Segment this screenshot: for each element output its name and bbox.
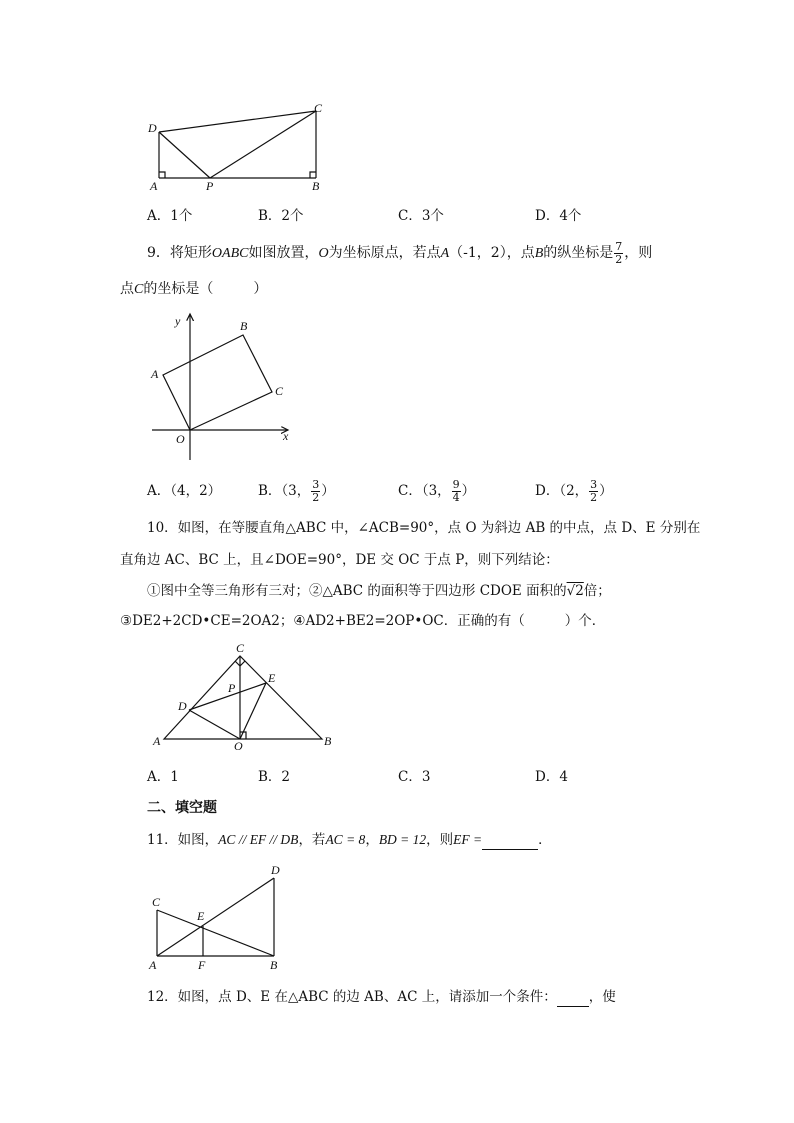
q10-line3: ①图中全等三角形有三对；②△ABC 的面积等于四边形 CDOE 面积的√2倍； bbox=[147, 583, 611, 599]
q9-text: 点 bbox=[120, 281, 134, 297]
q9-option-c: C．（3， $\frac{9}{4}$ ） bbox=[398, 478, 476, 504]
q8-option-a: A．1个 bbox=[147, 208, 193, 224]
q12-stem: 12．如图，点 D、E 在△ABC 的边 AB、AC 上，请添加一个条件： ，使 bbox=[147, 989, 616, 1005]
q11-label-b: B bbox=[270, 958, 278, 972]
q10-option-b: B．2 bbox=[258, 769, 291, 785]
q10-label-e: E bbox=[268, 671, 276, 685]
q10-label-b: B bbox=[324, 734, 332, 748]
q9-label-y: y bbox=[175, 314, 181, 328]
q8-seg-pc bbox=[210, 111, 316, 178]
q10-triangle-abc bbox=[164, 656, 322, 739]
q8-option-b: B．2个 bbox=[258, 208, 304, 224]
q9-option-b: B．（3， $\frac{3}{2}$ ） bbox=[258, 478, 335, 504]
q10-seg-oe bbox=[240, 683, 266, 739]
q10-seg-od bbox=[189, 710, 240, 739]
q9-figure bbox=[145, 308, 305, 468]
q11-answer-blank[interactable] bbox=[482, 833, 538, 850]
q9-text: 为坐标原点，若点 bbox=[328, 245, 441, 261]
q10-line4: ③DE2+2CD•CE=2OA2；④AD2+BE2=2OP•OC．正确的有（ ）个． bbox=[120, 613, 606, 629]
q9-text: 的坐标是（ bbox=[143, 281, 214, 297]
q9-text: ） bbox=[253, 281, 268, 297]
q11-label-a: A bbox=[149, 958, 157, 972]
q10-label-o: O bbox=[234, 739, 243, 753]
q8-seg-dp bbox=[159, 132, 210, 178]
q11-figure bbox=[144, 860, 294, 975]
q10-label-d: D bbox=[178, 699, 187, 713]
q9-text: （-1，2），点 bbox=[449, 245, 535, 261]
q9-stem-line2 bbox=[120, 279, 267, 300]
q8-seg-dc bbox=[159, 111, 316, 132]
q11-stem: 11．如图，AC // EF // DB，若AC = 8，BD = 12，则EF = ． bbox=[147, 832, 552, 848]
q10-label-c: C bbox=[236, 641, 245, 655]
q9-label-x: x bbox=[283, 429, 289, 443]
q11-label-c: C bbox=[152, 895, 161, 909]
q8-option-d: D．4个 bbox=[535, 208, 582, 224]
q8-right-angle-a bbox=[159, 172, 165, 178]
q8-label-c: C bbox=[314, 101, 323, 115]
q9-label-a: A bbox=[151, 367, 159, 381]
q8-label-d: D bbox=[148, 121, 157, 135]
q9-fraction: $\frac{7}{2}$ bbox=[615, 239, 623, 266]
q8-option-c: C．3个 bbox=[398, 208, 444, 224]
section-title-fill-in: 二、填空题 bbox=[147, 800, 217, 816]
q9-rectangle-oabc bbox=[163, 335, 272, 430]
q9-text: 的纵坐标是 bbox=[543, 245, 614, 261]
q11-label-e: E bbox=[197, 909, 205, 923]
q9-text: ，则 bbox=[624, 245, 653, 261]
q10-line2: 直角边 AC、BC 上，且∠DOE=90°，DE 交 OC 于点 P，则下列结论： bbox=[120, 552, 559, 568]
q9-stem-line1 bbox=[147, 240, 652, 267]
q8-right-angle-b bbox=[310, 172, 316, 178]
q9-label-c: C bbox=[275, 384, 284, 398]
q9-label-o: O bbox=[176, 432, 185, 446]
q9-option-d: D．（2， $\frac{3}{2}$ ） bbox=[535, 478, 613, 504]
q8-label-p: P bbox=[206, 179, 214, 193]
q8-label-a: A bbox=[150, 179, 158, 193]
q10-label-p: P bbox=[228, 681, 236, 695]
q10-line1: 10．如图，在等腰直角△ABC 中，∠ACB=90°，点 O 为斜边 AB 的中点，点 D、E 分别在 bbox=[147, 520, 701, 536]
q9-var-c: C bbox=[134, 282, 144, 297]
q9-text: 如图放置， bbox=[248, 245, 319, 261]
q10-figure bbox=[148, 640, 343, 755]
q12-answer-blank[interactable] bbox=[557, 990, 589, 1007]
q11-label-f: F bbox=[198, 958, 206, 972]
q11-label-d: D bbox=[271, 863, 280, 877]
q9-var-b: B bbox=[534, 246, 544, 261]
q10-option-d: D．4 bbox=[535, 769, 568, 785]
q10-label-a: A bbox=[153, 734, 161, 748]
q9-text: 9．将矩形 bbox=[147, 245, 212, 261]
q9-var-o: O bbox=[318, 246, 329, 261]
q9-option-a: A．（4，2） bbox=[147, 483, 222, 499]
q8-label-b: B bbox=[312, 179, 320, 193]
q8-figure bbox=[140, 100, 340, 195]
q10-option-a: A．1 bbox=[147, 769, 179, 785]
q9-label-b: B bbox=[240, 319, 248, 333]
q10-option-c: C．3 bbox=[398, 769, 431, 785]
q9-var-a: A bbox=[440, 246, 450, 261]
q9-var-oabc: OABC bbox=[211, 246, 249, 261]
